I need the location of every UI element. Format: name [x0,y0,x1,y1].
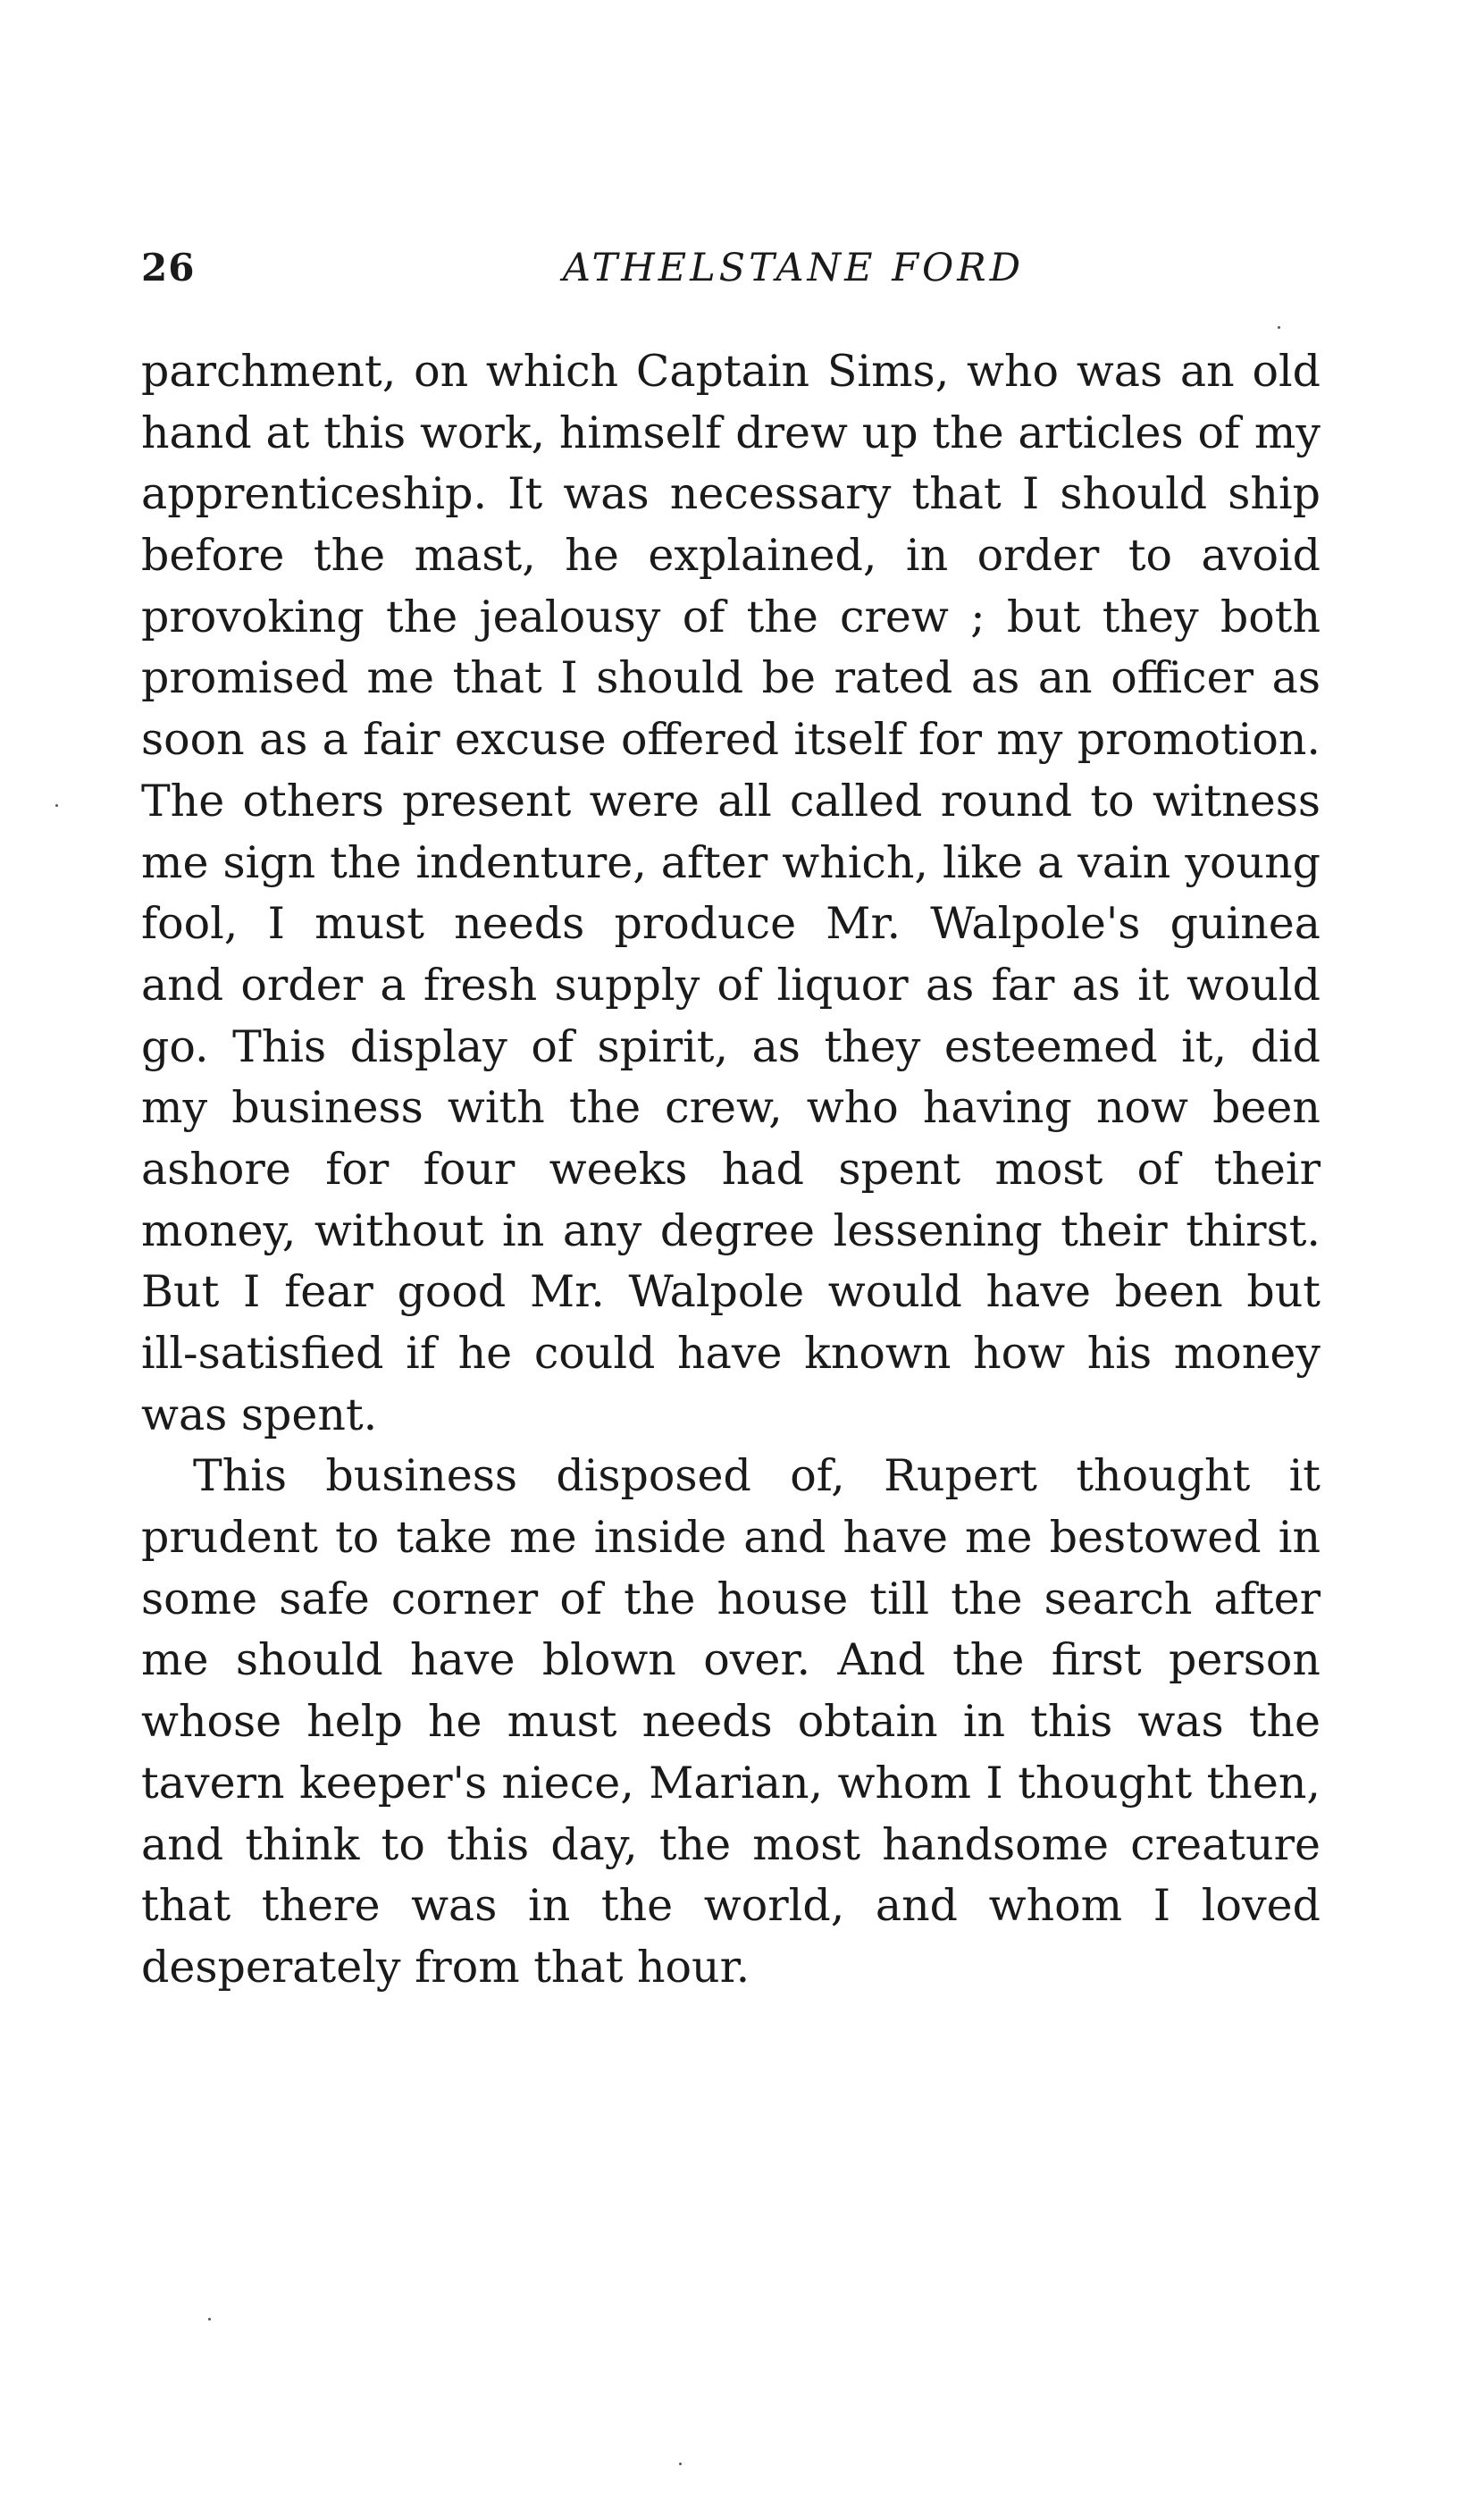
text-line: that there was in the world, and whom I loved [141,1880,1321,1932]
text-line: ill-satisfied if he could have known how his money [141,1328,1321,1379]
paragraph-2 [141,1446,1321,1998]
text-line: some safe corner of the house till the search after [141,1573,1321,1624]
scan-speck [55,804,58,807]
text-line: and order a fresh supply of liquor as far as it would [141,959,1321,1011]
text-line: before the mast, he explained, in order to avoid [141,530,1321,582]
text-line: This business disposed of, Rupert thought it [193,1450,1321,1502]
page-header [141,241,1321,304]
text-line: desperately from that hour. [141,1941,750,1993]
text-line: apprenticeship. It was necessary that I should ship [141,468,1321,520]
text-line: me should have blown over. And the first person [141,1634,1321,1686]
text-line: promised me that I should be rated as an officer as [141,652,1321,704]
text-line: whose help he must needs obtain in this was the [141,1696,1321,1748]
text-line: provoking the jealousy of the crew ; but they both [141,591,1321,642]
text-line: money, without in any degree lessening their thirst. [141,1204,1321,1256]
text-line: prudent to take me inside and have me bestowed in [141,1512,1321,1564]
scan-speck [1278,326,1280,329]
scan-speck [679,2463,682,2465]
text-line: ashore for four weeks had spent most of their [141,1143,1321,1195]
text-line: was spent. [141,1389,378,1440]
text-line: me sign the indenture, after which, like a vain young [141,836,1321,888]
text-line: The others present were all called round to witness [141,775,1321,827]
text-line: and think to this day, the most handsome creature [141,1818,1321,1870]
scan-speck [208,2318,211,2321]
text-line: my business with the crew, who having now been [141,1082,1321,1134]
text-line: But I fear good Mr. Walpole would have been but [141,1266,1321,1318]
body-text [141,341,1321,1999]
text-line: soon as a fair excuse offered itself for my promotion. [141,714,1321,766]
text-line: go. This display of spirit, as they esteemed it, did [141,1020,1321,1072]
text-line: parchment, on which Captain Sims, who was an old [141,346,1321,397]
text-line: hand at this work, himself drew up the articles of my [141,407,1321,458]
text-line: tavern keeper's niece, Marian, whom I thought then, [141,1757,1321,1809]
text-line: fool, I must needs produce Mr. Walpole's guinea [141,898,1321,950]
page-number: 26 [141,246,196,290]
paragraph-1 [141,341,1321,1446]
running-title: ATHELSTANE FORD [562,246,1025,290]
